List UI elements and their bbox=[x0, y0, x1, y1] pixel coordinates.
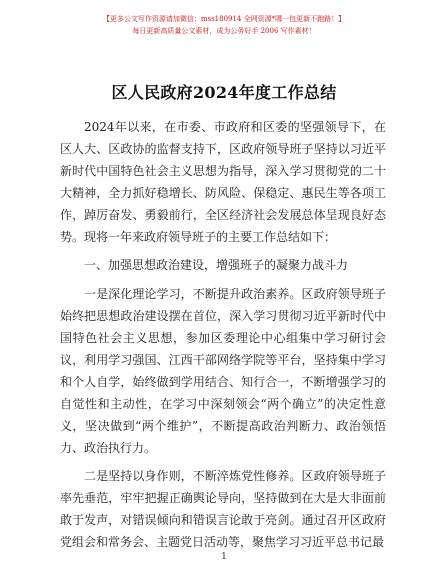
document-body bbox=[60, 116, 386, 559]
promo-banner-line-2: 每日更新高质量公文素材，成为公务好手 2006 写作素材！ bbox=[132, 27, 316, 35]
document-title: 区人民政府2024年度工作总结 bbox=[111, 83, 337, 102]
section-heading: 一、加强思想政治建设，增强班子的凝聚力战斗力 bbox=[84, 258, 349, 272]
body-paragraph: 一是深化理论学习，不断提升政治素养。区政府领导班子始终把思想政治建设摆在首位，深入学习贯彻习近平新时代中国特色社会主义思想，参加区委理论中心组集中学习研讨会议，利用学习强国、江西干部网络学院等平台，坚持集中学习和个人自学，始终做到学用结合、知行合一，不断增强学习的自觉性和主动性，在学习中深刻领会“两个确立”的决定性意义，坚决做到“两个维护”，不断提高政治判断力、政治领悟力、政治执行力。 bbox=[60, 287, 386, 455]
promo-banner-line-1: 【更多公文写作资源请加微信：mss180914 全网资源*哪一包更新不跑路！】 bbox=[102, 15, 346, 23]
intro-paragraph: 2024年以来，在市委、市政府和区委的坚强领导下，在区人大、区政协的监督支持下，区政府领导班子坚持以习近平新时代中国特色社会主义思想为指导，深入学习贯彻党的二十大精神，全力抓好稳增长、防风险、保稳定、惠民生等各项工作，踔厉奋发、勇毅前行，全区经济社会发展总体呈现良好态势。现将一年来政府领导班子的主要工作总结如下： bbox=[60, 120, 386, 244]
body-paragraph: 二是坚持以身作则，不断淬炼党性修养。区政府领导班子率先垂范，牢牢把握正确舆论导向，坚持做到在大是大非面前敢于发声，对错误倾向和错误言论敢于亮剑。通过召开区政府党组会和常务会、主题党日活动等，聚焦学习习近平总书记最 bbox=[60, 469, 386, 549]
page-number: 1 bbox=[221, 552, 227, 562]
